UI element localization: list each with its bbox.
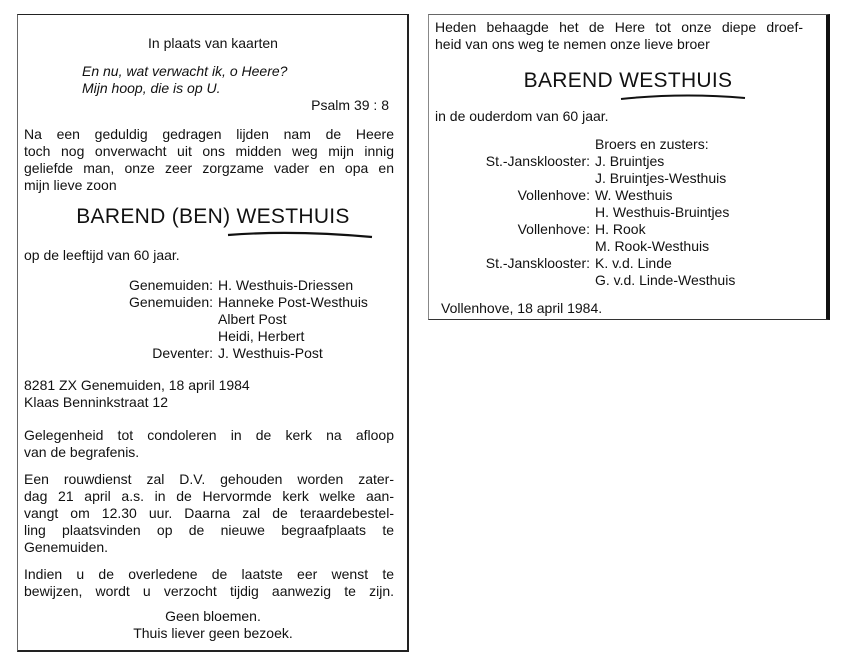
relative-name: H. Rook [595,221,646,237]
intro-line: Na een geduldig gedragen lijden nam de Heere [24,126,394,142]
relative-name: Hanneke Post-Westhuis [218,294,368,310]
family-header: Broers en zusters: [595,136,709,152]
service-line: ling plaatsvinden op de nieuwe begraafplaats te [24,522,394,538]
relative-name: G. v.d. Linde-Westhuis [595,272,736,288]
deceased-name: BAREND (BEN) WESTHUIS [76,205,350,228]
relative-name: Heidi, Herbert [218,328,305,344]
closing-line: Thuis liever geen bezoek. [133,625,293,641]
service-line: Genemuiden. [24,539,109,555]
age-line: in de ouderdom van 60 jaar. [435,108,609,124]
relative-name: K. v.d. Linde [595,255,672,271]
deceased-name: BAREND WESTHUIS [523,69,733,92]
pen-underline-mark [226,228,376,240]
condolence-line: Gelegenheid tot condoleren in de kerk na afloop [24,427,394,443]
obituary-card-left [17,14,409,652]
address-line: 8281 ZX Genemuiden, 18 april 1984 [24,377,250,393]
relative-name: M. Rook-Westhuis [595,238,710,254]
respect-line: bewijzen, wordt u verzocht tijdig aanwezig te zijn. [24,583,394,599]
pen-underline-mark [619,91,749,103]
bible-verse-line: Mijn hoop, die is op U. [82,80,221,96]
verse-reference: Psalm 39 : 8 [311,97,389,113]
respect-line: Indien u de overledene de laatste eer wenst te [24,566,394,582]
bible-verse-line: En nu, wat verwacht ik, o Heere? [82,63,288,79]
age-line: op de leeftijd van 60 jaar. [24,247,180,263]
relative-name: H. Westhuis-Driessen [218,277,354,293]
obituary-card-right [428,14,830,320]
intro-line: heid van ons weg te nemen onze lieve broer [435,36,710,52]
relative-place: Genemuiden: [128,294,213,310]
relative-place: Vollenhove: [517,187,590,203]
relative-name: H. Westhuis-Bruintjes [595,204,730,220]
relative-place: Deventer: [152,345,213,361]
address-line: Klaas Benninkstraat 12 [24,394,168,410]
relative-place: St.-Jansklooster: [485,255,590,271]
relative-name: J. Bruintjes [595,153,665,169]
intro-line: Heden behaagde het de Here tot onze diepe droef- [435,19,803,35]
relative-place: Genemuiden: [128,277,213,293]
intro-line: mijn lieve zoon [24,177,117,193]
header-text: In plaats van kaarten [148,35,278,51]
service-line: vangt om 12.30 uur. Daarna zal de teraardebestel- [24,505,394,521]
relative-name: J. Bruintjes-Westhuis [595,170,727,186]
intro-line: toch nog onverwacht uit ons midden weg mijn innig [24,143,394,159]
relative-place: St.-Jansklooster: [485,153,590,169]
relative-name: W. Westhuis [595,187,673,203]
condolence-line: van de begrafenis. [24,444,140,460]
place-date: Vollenhove, 18 april 1984. [441,300,603,316]
intro-line: geliefde man, onze zeer zorgzame vader en opa en [24,160,394,176]
service-line: dag 21 april a.s. in de Hervormde kerk welke aan- [24,488,394,504]
relative-place: Vollenhove: [517,221,590,237]
relative-name: J. Westhuis-Post [218,345,323,361]
service-line: Een rouwdienst zal D.V. gehouden worden zater- [24,471,394,487]
closing-line: Geen bloemen. [165,608,261,624]
relative-name: Albert Post [218,311,287,327]
